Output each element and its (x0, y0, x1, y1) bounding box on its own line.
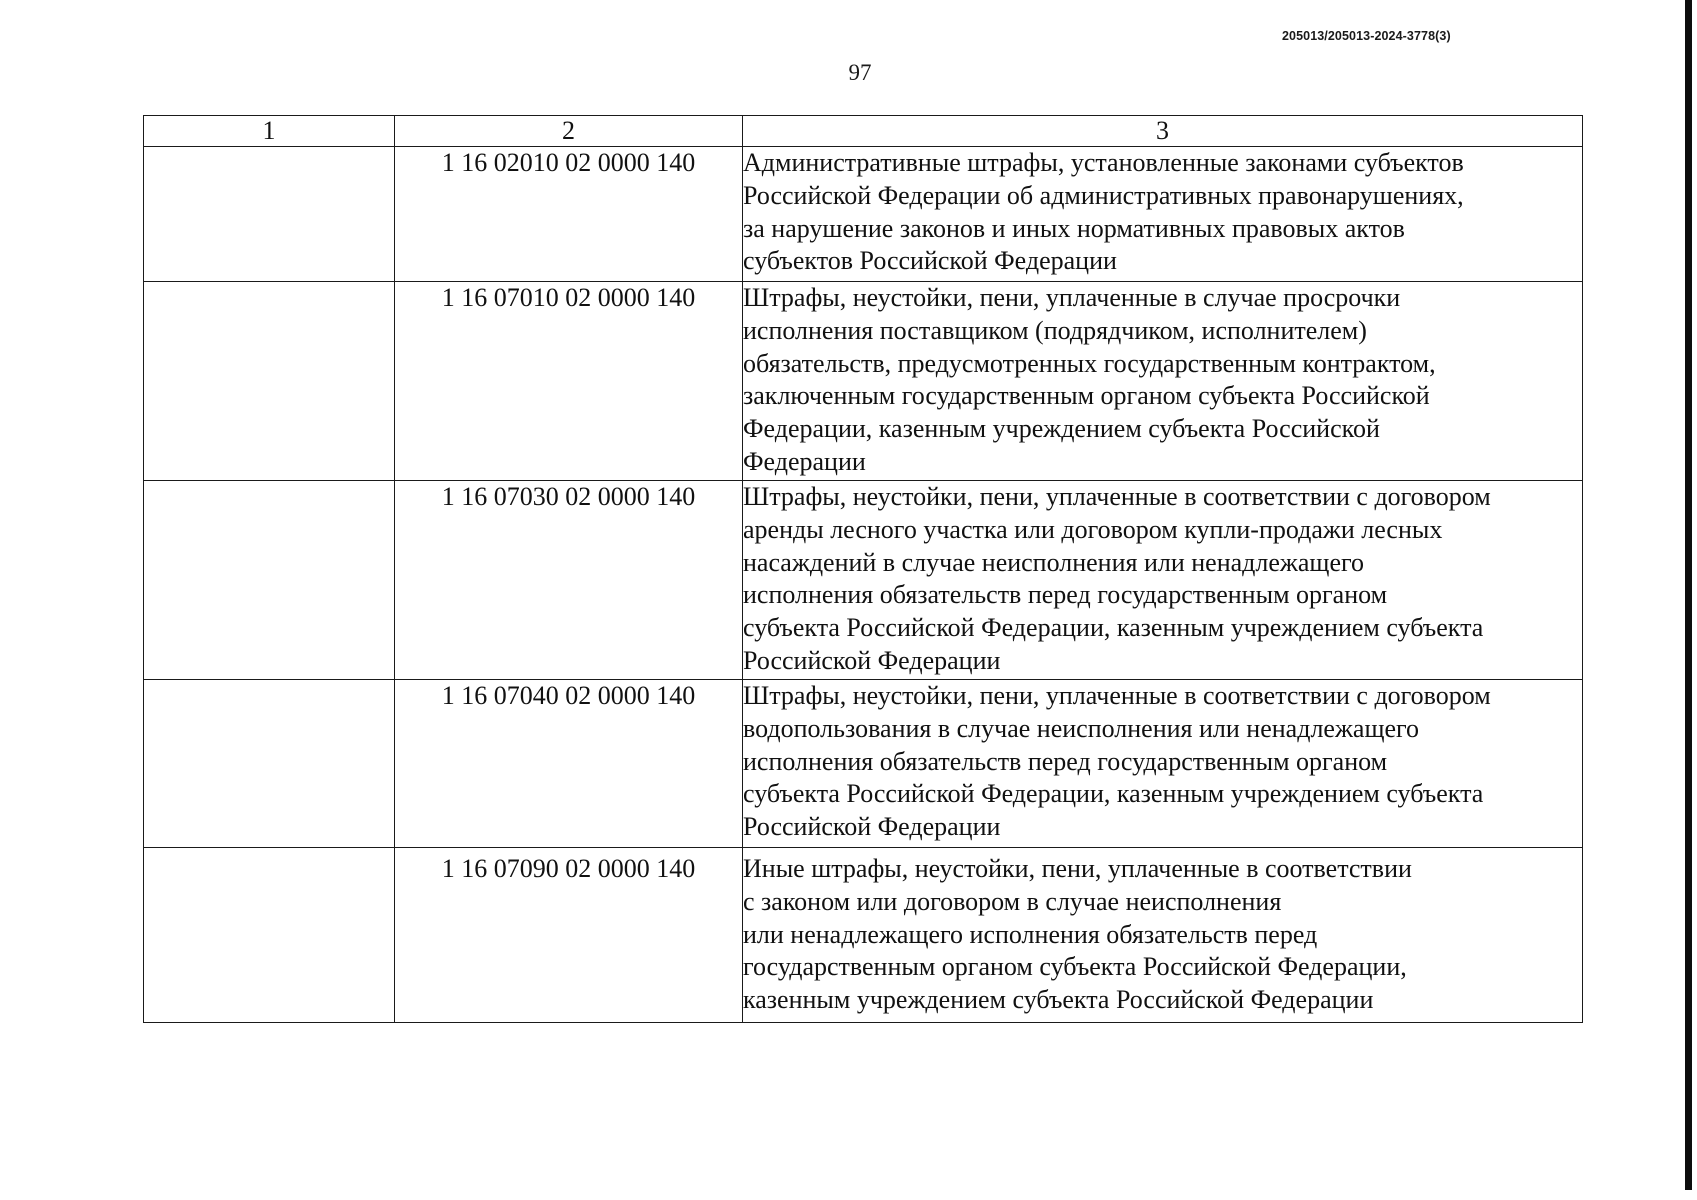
description-line: Российской Федерации (743, 812, 1001, 842)
description-cell (743, 680, 1583, 848)
column-header-1: 1 (144, 116, 395, 147)
budget-code-cell: 1 16 02010 02 0000 140 (395, 147, 743, 282)
column-header-2: 2 (395, 116, 743, 147)
description-line: аренды лесного участка или договором купли-продажи лесных (743, 514, 1443, 544)
description-line: Штрафы, неустойки, пени, уплаченные в соответствии с договором (743, 482, 1491, 511)
empty-cell (144, 680, 395, 848)
description-line: Штрафы, неустойки, пени, уплаченные в случае просрочки (743, 283, 1401, 312)
description-line: или ненадлежащего исполнения обязательств перед (743, 919, 1318, 949)
budget-code-cell: 1 16 07010 02 0000 140 (395, 282, 743, 481)
description-line: Российской Федерации (743, 645, 1001, 675)
scan-edge-bar (1685, 0, 1692, 1190)
page-number: 97 (848, 60, 872, 85)
empty-cell (144, 481, 395, 680)
description-line: Российской Федерации об административных правонарушениях, (743, 180, 1464, 210)
description-line: государственным органом субъекта Российской Федерации, (743, 952, 1407, 982)
empty-cell (144, 147, 395, 282)
table-row (144, 282, 1583, 481)
description-line: субъекта Российской Федерации, казенным учреждением субъекта (743, 779, 1484, 809)
budget-code-cell: 1 16 07040 02 0000 140 (395, 680, 743, 848)
table-row (144, 680, 1583, 848)
description-line: Федерации (743, 446, 866, 476)
description-line: водопользования в случае неисполнения или ненадлежащего (743, 713, 1420, 743)
description-line: субъекта Российской Федерации, казенным учреждением субъекта (743, 613, 1484, 643)
description-line: обязательств, предусмотренных государственным контрактом, (743, 348, 1436, 378)
description-line: Штрафы, неустойки, пени, уплаченные в соответствии с договором (743, 681, 1491, 710)
description-line: субъектов Российской Федерации (743, 246, 1117, 276)
description-line: исполнения поставщиком (подрядчиком, исполнителем) (743, 315, 1367, 345)
document-registration-number: 205013/205013-2024-3778(3) (1282, 29, 1451, 43)
budget-code-cell: 1 16 07030 02 0000 140 (395, 481, 743, 680)
description-cell (743, 481, 1583, 680)
table-row (144, 848, 1583, 1023)
description-cell (743, 282, 1583, 481)
description-cell (743, 147, 1583, 282)
description-line: исполнения обязательств перед государственным органом (743, 580, 1388, 610)
empty-cell (144, 282, 395, 481)
description-line: Административные штрафы, установленные законами субъектов (743, 148, 1464, 177)
table-row (144, 147, 1583, 282)
description-line: с законом или договором в случае неисполнения (743, 886, 1282, 916)
description-line: Федерации, казенным учреждением субъекта Российской (743, 414, 1380, 444)
table-body (144, 116, 1583, 1023)
description-line: исполнения обязательств перед государственным органом (743, 746, 1388, 776)
description-line: заключенным государственным органом субъекта Российской (743, 381, 1430, 411)
table-header-row (144, 116, 1583, 147)
budget-code-cell: 1 16 07090 02 0000 140 (395, 848, 743, 1023)
empty-cell (144, 848, 395, 1023)
table-row (144, 481, 1583, 680)
description-line: Иные штрафы, неустойки, пени, уплаченные в соответствии (743, 854, 1412, 883)
description-cell (743, 848, 1583, 1023)
budget-classification-table (143, 115, 1583, 1023)
description-line: за нарушение законов и иных нормативных правовых актов (743, 213, 1405, 243)
description-line: казенным учреждением субъекта Российской Федерации (743, 985, 1374, 1015)
description-line: насаждений в случае неисполнения или ненадлежащего (743, 547, 1365, 577)
column-header-3: 3 (743, 116, 1583, 147)
